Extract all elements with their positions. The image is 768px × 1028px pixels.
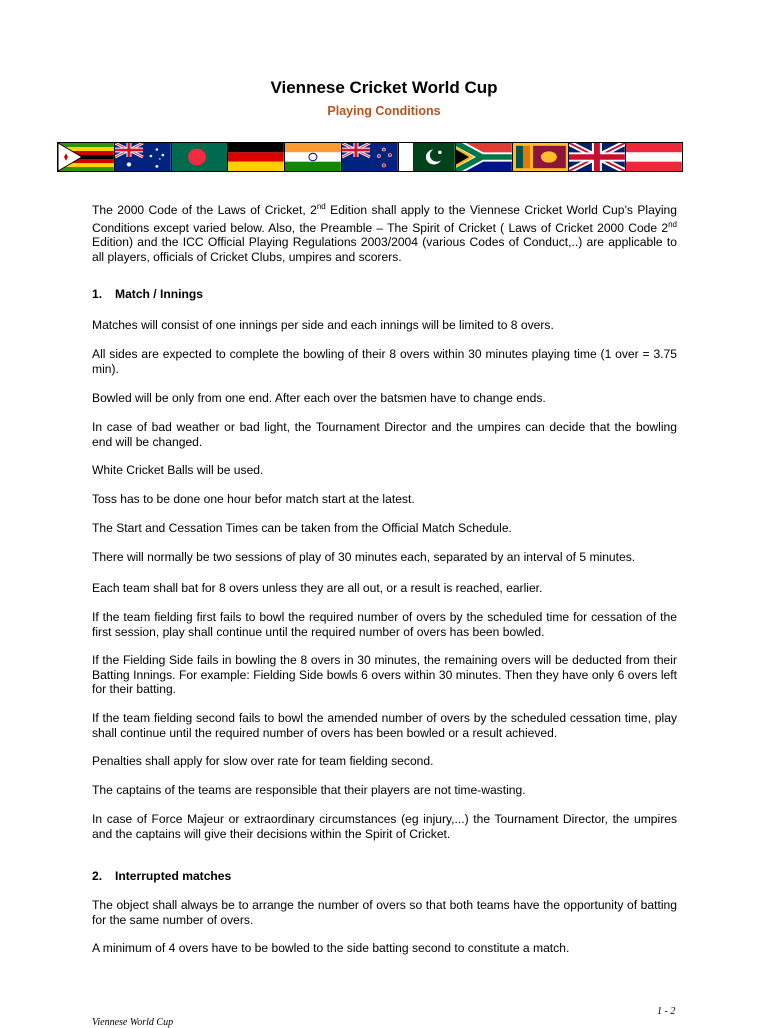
pakistan-flag-icon	[399, 143, 456, 171]
paragraph: In case of bad weather or bad light, the Tournament Director and the umpires can decide that the bowling end will be changed.	[92, 420, 677, 449]
paragraph: In case of Force Majeur or extraordinary circumstances (eg injury,...) the Tournament Director, the umpires and the captains will give their decisions within the Spirit of Cricket.	[92, 812, 677, 841]
section-heading	[92, 287, 203, 301]
paragraph: If the team fielding first fails to bowl the required number of overs by the scheduled time for cessation of the first session, play shall continue until the required number of overs has been bowled.	[92, 610, 677, 639]
south-africa-flag-icon	[456, 143, 513, 171]
intro-text-part-a: The 2000 Code of the Laws of Cricket, 2	[92, 203, 317, 218]
intro-text-part-b: Edition shall apply to the Viennese Cricket World Cup’s Playing Conditions except varied below. Also, the Preamble – The Spirit of Cricket ( Laws of Cricket 2000 Code 2	[92, 203, 678, 235]
section-heading	[92, 869, 231, 883]
paragraph: There will normally be two sessions of play of 30 minutes each, separated by an interval of 5 minutes.	[92, 550, 636, 564]
intro-superscript: nd	[668, 219, 677, 229]
paragraph: A minimum of 4 overs have to be bowled to the side batting second to constitute a match.	[92, 941, 570, 955]
paragraph: White Cricket Balls will be used.	[92, 463, 264, 477]
india-flag-icon	[285, 143, 342, 171]
document-subtitle: Playing Conditions	[327, 104, 441, 118]
paragraph: The captains of the teams are responsible that their players are not time-wasting.	[92, 783, 526, 797]
intro-paragraph	[92, 200, 677, 264]
section-number: 1.	[92, 287, 103, 301]
paragraph: Penalties shall apply for slow over rate for team fielding second.	[92, 754, 434, 768]
paragraph: If the Fielding Side fails in bowling the 8 overs in 30 minutes, the remaining overs will be deducted from their Batting Innings. For example: Fielding Side bowls 6 overs within 30 minutes. Then they have only 6 overs left for their batting.	[92, 653, 677, 697]
paragraph: The object shall always be to arrange the number of overs so that both teams have the opportunity of batting for the same number of overs.	[92, 898, 677, 927]
united-kingdom-flag-icon	[569, 143, 626, 171]
intro-text-part-c: Edition) and the ICC Official Playing Regulations 2003/2004 (various Codes of Conduct,..) are applicable to all players, officials of Cricket Clubs, umpires and scorers.	[92, 235, 677, 264]
paragraph: The Start and Cessation Times can be taken from the Official Match Schedule.	[92, 521, 512, 535]
paragraph: Each team shall bat for 8 overs unless they are all out, or a result is reached, earlier.	[92, 581, 543, 595]
zimbabwe-flag-icon	[58, 143, 115, 171]
paragraph: Toss has to be done one hour befor match start at the latest.	[92, 492, 415, 506]
flag-banner	[57, 142, 683, 172]
germany-flag-icon	[228, 143, 285, 171]
page-number: 1 - 2	[657, 1006, 676, 1017]
bangladesh-flag-icon	[172, 143, 229, 171]
intro-superscript: nd	[316, 202, 326, 211]
australia-flag-icon	[115, 143, 172, 171]
paragraph: Matches will consist of one innings per side and each innings will be limited to 8 overs.	[92, 318, 554, 332]
new-zealand-flag-icon	[342, 143, 399, 171]
section-number: 2.	[92, 869, 103, 883]
paragraph: All sides are expected to complete the bowling of their 8 overs within 30 minutes playing time (1 over = 3.75 min).	[92, 347, 677, 376]
document-title: Viennese Cricket World Cup	[270, 78, 498, 97]
sri-lanka-flag-icon	[513, 143, 570, 171]
section-title: Interrupted matches	[115, 869, 232, 883]
paragraph: If the team fielding second fails to bowl the amended number of overs by the scheduled cessation time, play shall continue until the required number of overs has been bowled or a result achieved.	[92, 711, 677, 740]
paragraph: Bowled will be only from one end. After each over the batsmen have to change ends.	[92, 391, 546, 405]
section-title: Match / Innings	[115, 287, 204, 301]
footer-text: Viennese World Cup	[92, 1017, 174, 1028]
austria-flag-icon	[626, 143, 682, 171]
